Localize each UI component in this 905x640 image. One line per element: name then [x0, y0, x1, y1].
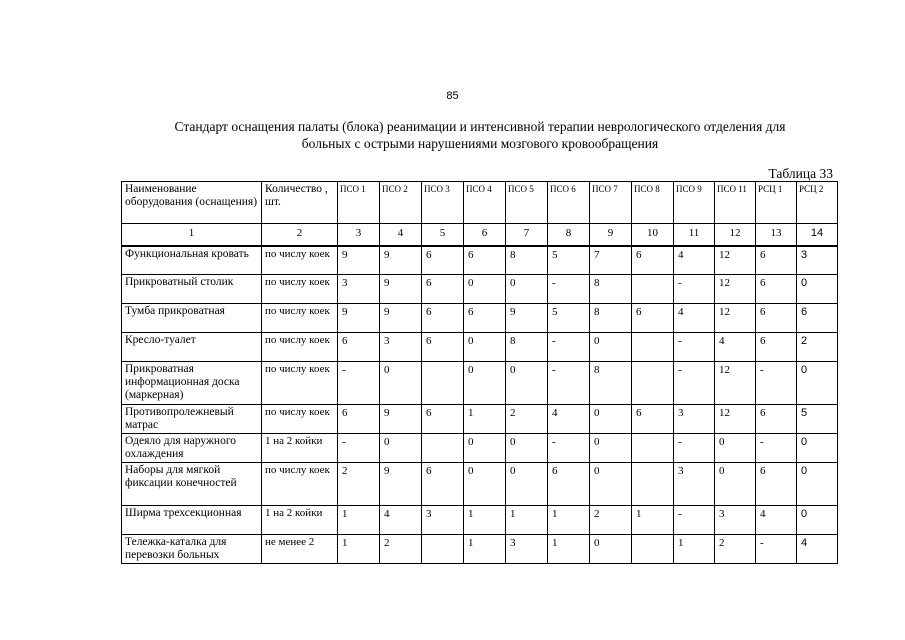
equipment-name: Наборы для мягкой фиксации конечностей [122, 463, 262, 506]
table-row [122, 362, 838, 405]
value-cell [632, 434, 674, 463]
value-cell: - [756, 434, 797, 463]
value-cell: 3 [674, 463, 715, 506]
value-cell: 6 [632, 246, 674, 275]
value-cell: 1 [548, 535, 590, 564]
equipment-table [121, 181, 838, 564]
value-cell [422, 434, 464, 463]
value-cell: 0 [590, 434, 632, 463]
value-cell: 8 [590, 275, 632, 304]
value-cell: 4 [548, 405, 590, 434]
value-cell: 2 [506, 405, 548, 434]
header-col: РСЦ 2 [797, 182, 838, 224]
page-number: 85 [446, 90, 459, 102]
value-cell: 6 [756, 463, 797, 506]
value-cell: 6 [756, 275, 797, 304]
table-row [122, 405, 838, 434]
table-row [122, 246, 838, 275]
value-cell: 2 [715, 535, 756, 564]
value-cell: 0 [590, 463, 632, 506]
value-cell: 0 [506, 275, 548, 304]
value-cell: 9 [380, 405, 422, 434]
value-cell: 3 [674, 405, 715, 434]
header-col: ПСО 11 [715, 182, 756, 224]
value-cell: 2 [797, 333, 838, 362]
header-col: ПСО 3 [422, 182, 464, 224]
column-number: 14 [797, 224, 838, 246]
value-cell: 3 [422, 506, 464, 535]
value-cell: 1 [632, 506, 674, 535]
value-cell: 3 [715, 506, 756, 535]
column-number: 6 [464, 224, 506, 246]
equipment-name: Противопролежневый матрас [122, 405, 262, 434]
value-cell [422, 535, 464, 564]
value-cell: 6 [756, 405, 797, 434]
equipment-name: Тумба прикроватная [122, 304, 262, 333]
table-row [122, 304, 838, 333]
equipment-quantity: по числу коек [262, 362, 338, 405]
value-cell: 0 [464, 333, 506, 362]
header-col: ПСО 9 [674, 182, 715, 224]
title-line-1: Стандарт оснащения палаты (блока) реанимации и интенсивной терапии неврологического отделения для [174, 119, 786, 134]
value-cell: 3 [380, 333, 422, 362]
value-cell [632, 362, 674, 405]
column-number: 11 [674, 224, 715, 246]
column-number: 8 [548, 224, 590, 246]
column-number-row [122, 224, 838, 246]
header-col: РСЦ 1 [756, 182, 797, 224]
header-col: ПСО 7 [590, 182, 632, 224]
value-cell: 9 [380, 304, 422, 333]
value-cell: 9 [338, 304, 380, 333]
value-cell: 4 [674, 304, 715, 333]
value-cell: 5 [548, 246, 590, 275]
value-cell: 0 [590, 333, 632, 362]
value-cell: - [338, 362, 380, 405]
value-cell: 2 [338, 463, 380, 506]
value-cell: 6 [422, 246, 464, 275]
equipment-quantity: 1 на 2 койки [262, 506, 338, 535]
value-cell: 0 [464, 434, 506, 463]
equipment-quantity: по числу коек [262, 275, 338, 304]
value-cell: 4 [380, 506, 422, 535]
value-cell: 5 [548, 304, 590, 333]
equipment-quantity: не менее 2 [262, 535, 338, 564]
equipment-name: Ширма трехсекционная [122, 506, 262, 535]
value-cell: 3 [797, 246, 838, 275]
value-cell: 6 [338, 333, 380, 362]
equipment-quantity: 1 на 2 койки [262, 434, 338, 463]
value-cell: - [756, 362, 797, 405]
value-cell: 8 [506, 246, 548, 275]
equipment-quantity: по числу коек [262, 405, 338, 434]
equipment-name: Прикроватный столик [122, 275, 262, 304]
value-cell: 0 [797, 275, 838, 304]
header-quantity: Количество , шт. [262, 182, 338, 224]
equipment-name: Прикроватная информационная доска (маркерная) [122, 362, 262, 405]
value-cell: 0 [506, 463, 548, 506]
value-cell: 6 [632, 405, 674, 434]
header-name: Наименование оборудования (оснащения) [122, 182, 262, 224]
header-col: ПСО 8 [632, 182, 674, 224]
value-cell: 6 [422, 463, 464, 506]
value-cell: 0 [464, 463, 506, 506]
header-col: ПСО 4 [464, 182, 506, 224]
value-cell: 6 [632, 304, 674, 333]
header-row [122, 182, 838, 224]
column-number: 7 [506, 224, 548, 246]
value-cell [632, 333, 674, 362]
value-cell: 12 [715, 405, 756, 434]
value-cell: 0 [797, 434, 838, 463]
value-cell: 12 [715, 304, 756, 333]
equipment-name: Кресло-туалет [122, 333, 262, 362]
value-cell: 0 [715, 434, 756, 463]
value-cell: 3 [338, 275, 380, 304]
value-cell: 0 [797, 362, 838, 405]
value-cell: 12 [715, 246, 756, 275]
value-cell: 4 [674, 246, 715, 275]
value-cell: 9 [380, 463, 422, 506]
value-cell: 0 [464, 275, 506, 304]
value-cell [632, 535, 674, 564]
value-cell: 7 [590, 246, 632, 275]
value-cell: - [548, 333, 590, 362]
value-cell: 12 [715, 362, 756, 405]
value-cell: 1 [464, 405, 506, 434]
value-cell: 1 [674, 535, 715, 564]
column-number: 1 [122, 224, 262, 246]
value-cell: 0 [715, 463, 756, 506]
value-cell: - [548, 275, 590, 304]
value-cell: 6 [464, 304, 506, 333]
value-cell: 8 [506, 333, 548, 362]
value-cell: 1 [548, 506, 590, 535]
equipment-quantity: по числу коек [262, 304, 338, 333]
value-cell: 6 [338, 405, 380, 434]
equipment-name: Тележка-каталка для перевозки больных [122, 535, 262, 564]
value-cell: - [674, 275, 715, 304]
header-col: ПСО 1 [338, 182, 380, 224]
value-cell: 6 [797, 304, 838, 333]
value-cell: 3 [506, 535, 548, 564]
equipment-name: Функциональная кровать [122, 246, 262, 275]
value-cell: 9 [380, 275, 422, 304]
value-cell: - [548, 434, 590, 463]
value-cell: - [674, 506, 715, 535]
equipment-quantity: по числу коек [262, 463, 338, 506]
document-title [120, 118, 840, 152]
value-cell: 1 [464, 535, 506, 564]
value-cell: 4 [715, 333, 756, 362]
table-label: Таблица 33 [768, 166, 833, 181]
equipment-quantity: по числу коек [262, 246, 338, 275]
value-cell: 5 [797, 405, 838, 434]
header-col: ПСО 6 [548, 182, 590, 224]
value-cell: 1 [338, 506, 380, 535]
value-cell: 2 [380, 535, 422, 564]
value-cell [632, 463, 674, 506]
value-cell [632, 275, 674, 304]
value-cell: - [338, 434, 380, 463]
equipment-name: Одеяло для наружного охлаждения [122, 434, 262, 463]
value-cell: 8 [590, 304, 632, 333]
table-row [122, 535, 838, 564]
value-cell: 6 [464, 246, 506, 275]
value-cell: 0 [797, 506, 838, 535]
header-col: ПСО 5 [506, 182, 548, 224]
equipment-quantity: по числу коек [262, 333, 338, 362]
value-cell: 4 [797, 535, 838, 564]
value-cell: 0 [590, 535, 632, 564]
value-cell: 6 [756, 333, 797, 362]
table-row [122, 434, 838, 463]
value-cell: - [674, 434, 715, 463]
column-number: 10 [632, 224, 674, 246]
value-cell: 6 [756, 304, 797, 333]
value-cell: - [756, 535, 797, 564]
value-cell: 1 [506, 506, 548, 535]
value-cell: - [674, 333, 715, 362]
value-cell: 9 [380, 246, 422, 275]
value-cell: 8 [590, 362, 632, 405]
table-row [122, 506, 838, 535]
value-cell: 6 [422, 275, 464, 304]
value-cell: - [548, 362, 590, 405]
value-cell: 0 [380, 362, 422, 405]
value-cell: 0 [590, 405, 632, 434]
value-cell: - [674, 362, 715, 405]
value-cell: 9 [338, 246, 380, 275]
title-line-2: больных с острыми нарушениями мозгового кровообращения [301, 136, 659, 151]
value-cell: 6 [422, 333, 464, 362]
value-cell: 12 [715, 275, 756, 304]
column-number: 4 [380, 224, 422, 246]
column-number: 3 [338, 224, 380, 246]
value-cell: 0 [506, 362, 548, 405]
column-number: 5 [422, 224, 464, 246]
value-cell: 1 [464, 506, 506, 535]
value-cell: 6 [422, 405, 464, 434]
value-cell: 2 [590, 506, 632, 535]
value-cell: 6 [548, 463, 590, 506]
value-cell: 1 [338, 535, 380, 564]
value-cell [422, 362, 464, 405]
value-cell: 6 [422, 304, 464, 333]
value-cell: 0 [797, 463, 838, 506]
value-cell: 0 [380, 434, 422, 463]
column-number: 12 [715, 224, 756, 246]
value-cell: 6 [756, 246, 797, 275]
column-number: 2 [262, 224, 338, 246]
header-col: ПСО 2 [380, 182, 422, 224]
column-number: 13 [756, 224, 797, 246]
table-row [122, 463, 838, 506]
column-number: 9 [590, 224, 632, 246]
value-cell: 4 [756, 506, 797, 535]
value-cell: 0 [506, 434, 548, 463]
table-row [122, 275, 838, 304]
table-row [122, 333, 838, 362]
value-cell: 9 [506, 304, 548, 333]
value-cell: 0 [464, 362, 506, 405]
